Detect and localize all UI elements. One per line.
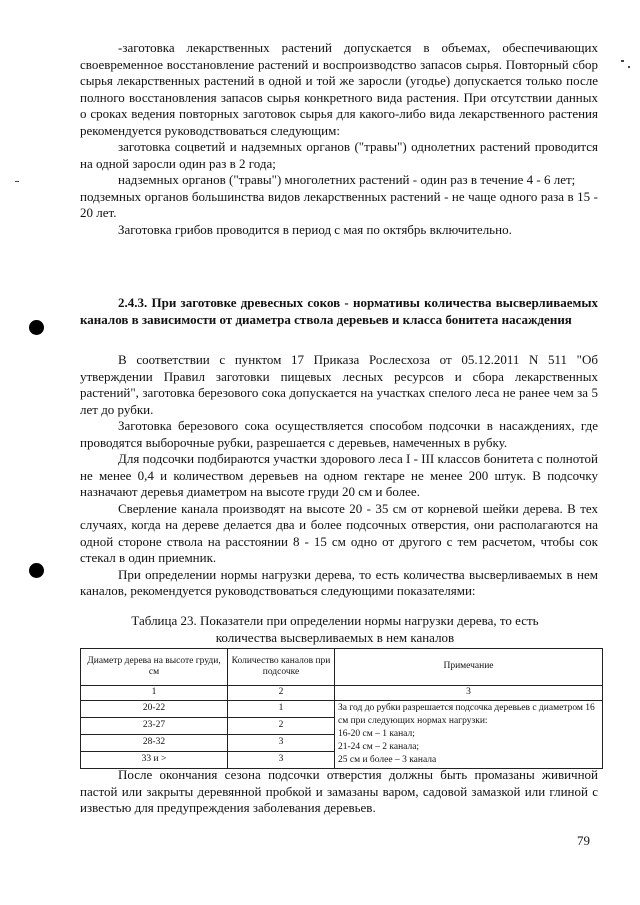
section-heading-text: 2.4.3. При заготовке древесных соков - нормативы количества высверливаемых каналов в зависимости от диаметра ствола деревьев и класса бонитета насаждения [80, 295, 598, 327]
note-line: 25 см и более – 3 канала [338, 754, 437, 765]
scan-speck [628, 66, 630, 68]
table-caption-line: Таблица 23. Показатели при определении нормы нагрузки дерева, то есть [131, 613, 539, 628]
channels-cell: 3 [228, 734, 335, 751]
paragraph: заготовка соцветий и надземных органов ("травы") однолетних растений проводится на одной заросли один раз в 2 года; [80, 139, 598, 171]
paragraph: Сверление канала производят на высоте 20 - 35 см от корневой шейки дерева. В тех случаях, когда на дереве делается два и более подсочных отверстия, они располагаются на одной стороне ствола на расстоянии 8 - 15 см одно от другого с тем расчетом, чтобы сок стекал в один приемник. [80, 500, 598, 565]
channels-cell: 3 [228, 751, 335, 768]
table-caption-line: количества высверливаемых в нем каналов [215, 629, 455, 645]
note-line: За год до рубки разрешается подсочка деревьев с диаметром 16 см при следующих нормах нагрузки: [338, 702, 595, 726]
table-header-cell: Диаметр дерева на высоте груди, см [81, 649, 228, 686]
table-header-cell: Примечание [335, 649, 603, 686]
section-heading [80, 295, 598, 328]
page-number: 79 [577, 833, 590, 848]
scan-speck [15, 181, 19, 182]
paragraph: В соответствии с пунктом 17 Приказа Рослесхоза от 05.12.2011 N 511 "Об утверждении Правил заготовки пищевых лесных ресурсов и сбора лекарственных растений", заготовка березового сока допускается на участках спелого леса не ранее чем за 5 лет до рубки. [80, 352, 598, 417]
body-text-bottom [80, 767, 598, 817]
column-number: 3 [335, 686, 603, 701]
punch-hole-mark [29, 320, 44, 335]
paragraph: -заготовка лекарственных растений допускается в объемах, обеспечивающих своевременное восстановление растений и воспроизводство запасов сырья. Повторный сбор сырья лекарственных растений в одной и той же заросли (угодье) допускается только после полного восстановления запасов сырья конкретного вида растения. При отсутствии данных о сроках ведения повторных заготовок сырья для какого-либо вида лекарственного растения рекомендуется руководствоваться следующим: [80, 40, 598, 138]
column-number: 1 [81, 686, 228, 701]
table-number-row [81, 686, 603, 701]
scan-speck [621, 60, 624, 62]
channels-cell: 2 [228, 717, 335, 734]
body-text-middle [80, 352, 598, 600]
note-cell [335, 700, 603, 768]
punch-hole-mark [29, 563, 44, 578]
note-line: 16-20 см – 1 канал; [338, 728, 415, 739]
note-line: 21-24 см – 2 канала; [338, 741, 420, 752]
column-number: 2 [228, 686, 335, 701]
norms-table [80, 648, 603, 769]
paragraph: Заготовка грибов проводится в период с мая по октябрь включительно. [118, 221, 512, 237]
paragraph: После окончания сезона подсочки отверстия должны быть промазаны живичной пастой или закрыты деревянной пробкой и замазаны варом, садовой замазкой или глиной с известью для предупреждения заболевания деревьев. [80, 767, 598, 815]
paragraph: Заготовка березового сока осуществляется способом подсочки в насаждениях, где проводятся выборочные рубки, разрешается с деревьев, намеченных в рубку. [80, 418, 598, 450]
body-text-top [80, 40, 598, 238]
paragraph: При определении нормы нагрузки дерева, то есть количества высверливаемых в нем каналов, рекомендуется руководствоваться следующими показателями: [80, 566, 598, 598]
table-header-row [81, 649, 603, 686]
table-caption [110, 613, 560, 646]
paragraph: подземных органов большинства видов лекарственных растений - не чаще одного раза в 15 - 20 лет. [80, 188, 598, 220]
diameter-cell: 23-27 [81, 717, 228, 734]
paragraph: надземных органов ("травы") многолетних растений - один раз в течение 4 - 6 лет; [118, 172, 576, 187]
diameter-cell: 28-32 [81, 734, 228, 751]
diameter-cell: 20-22 [81, 700, 228, 717]
paragraph: Для подсочки подбираются участки здорового леса I - III классов бонитета с полнотой не менее 0,4 и количеством деревьев на одном гектаре не менее 200 штук. В подсочку назначают деревья диаметром на высоте груди 20 см и более. [80, 451, 598, 499]
table-header-cell: Количество каналов при подсочке [228, 649, 335, 686]
diameter-cell: 33 и > [81, 751, 228, 768]
channels-cell: 1 [228, 700, 335, 717]
table-row [81, 700, 603, 717]
